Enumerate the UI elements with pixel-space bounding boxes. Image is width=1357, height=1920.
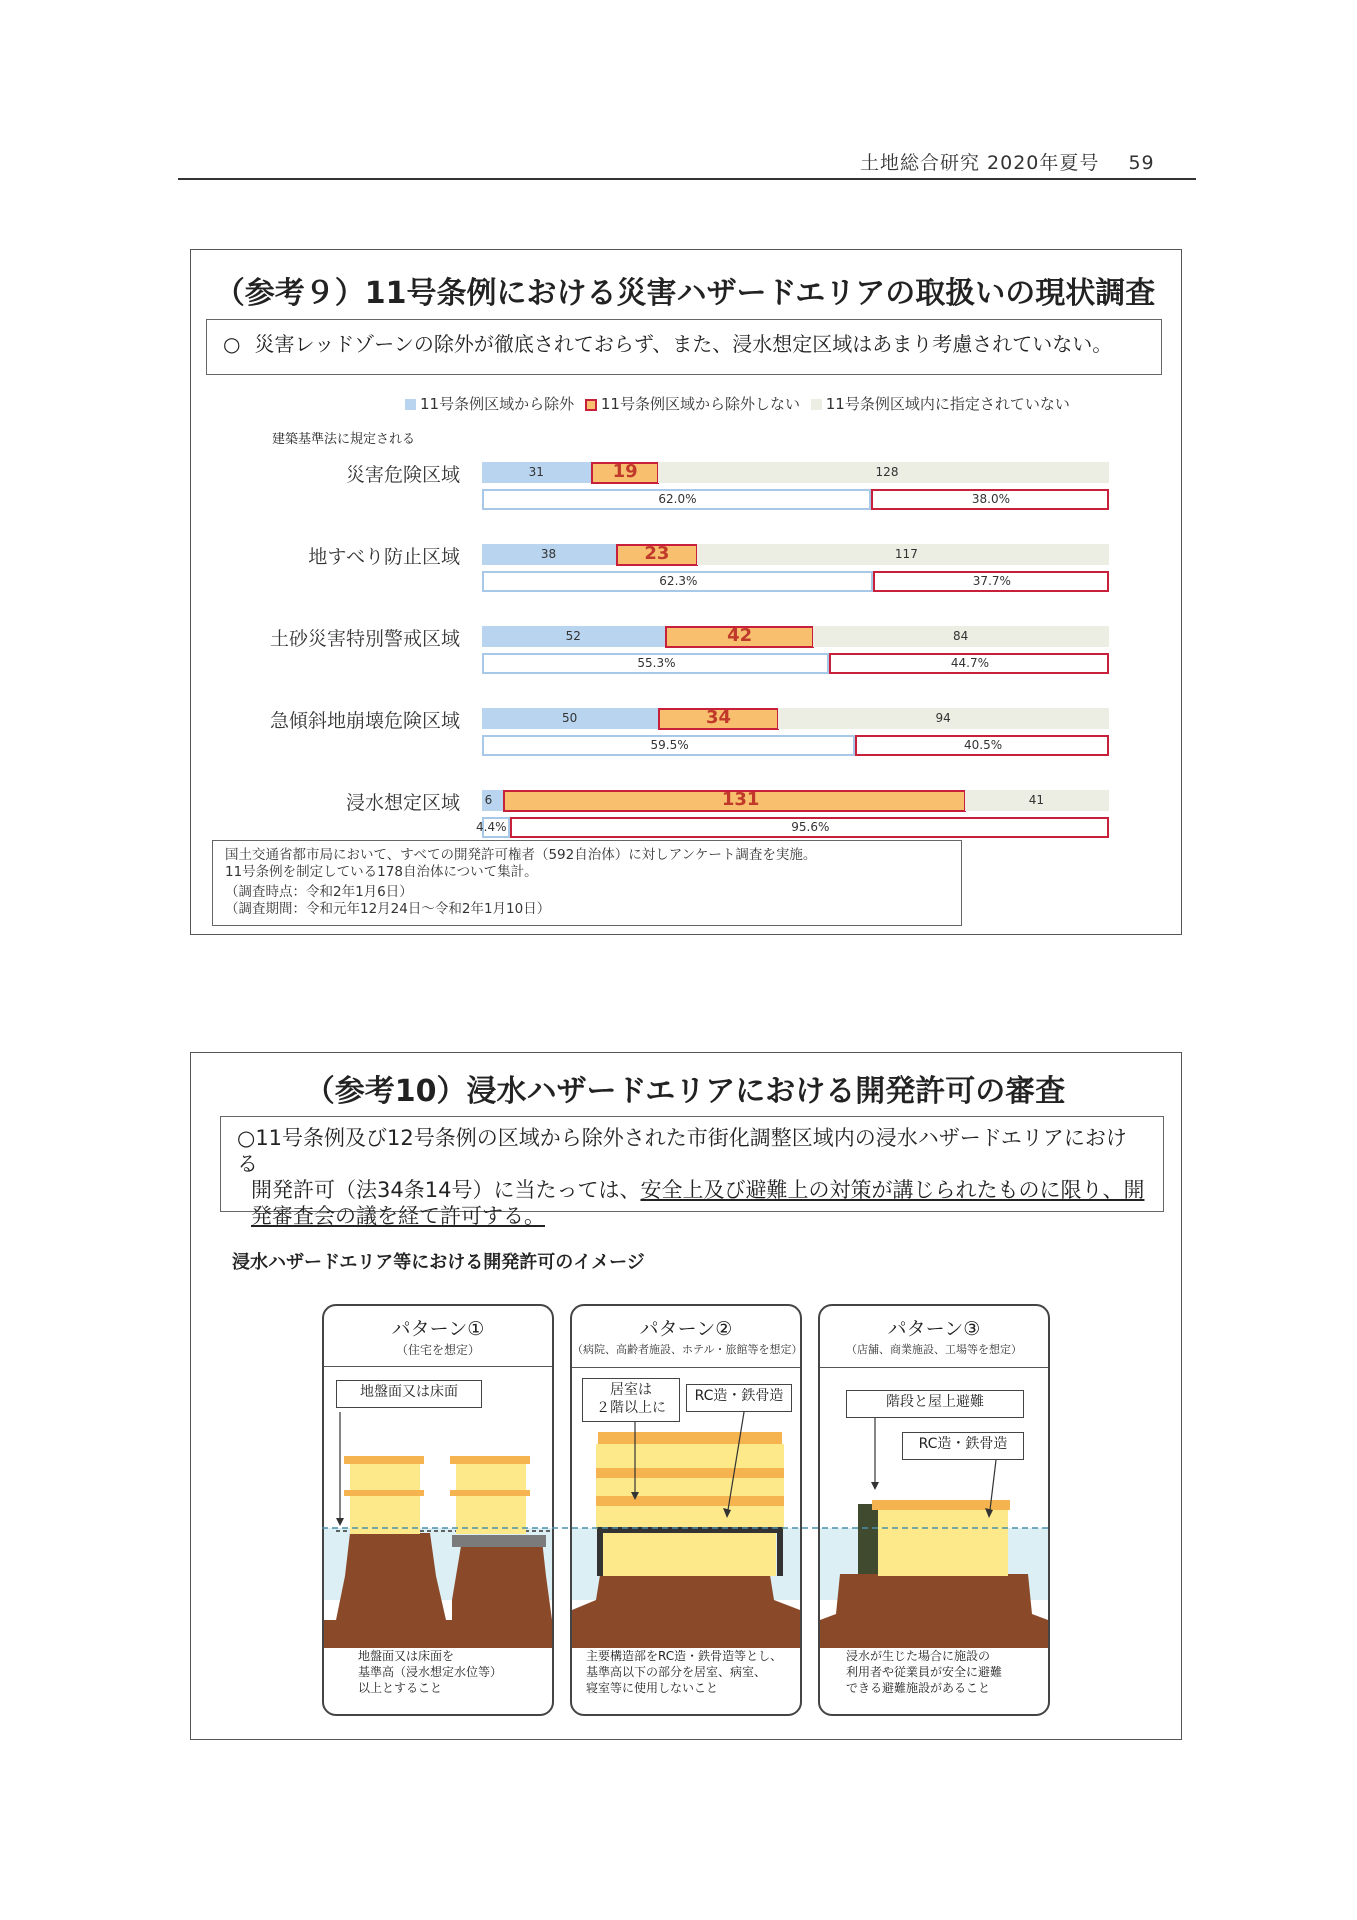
bar-not-designated-value: 41 (1028, 793, 1045, 807)
caption-line: 以上とすること (358, 1681, 443, 1695)
building2-floor2 (596, 1496, 784, 1506)
ref10-summary-line2b: 安全上及び避難上の対策が講じられたものに限り、開 (640, 1178, 1145, 1202)
stair-tower-3 (858, 1504, 880, 1574)
bar-excluded-value: 50 (562, 711, 578, 725)
category-label: 災害危険区域 (345, 464, 460, 486)
callout-stairs-roof: 階段と屋上避難 (846, 1390, 1024, 1418)
roof-3 (872, 1500, 1010, 1510)
pattern-3-title: パターン③ (887, 1318, 981, 1340)
pre-label: 建築基準法に規定される (272, 432, 416, 447)
pattern-3-caption (846, 1648, 1042, 1696)
note-line: 11号条例を制定している178自治体について集計。 (225, 864, 538, 880)
callout-living-room: 居室は ２階以上に (582, 1378, 680, 1422)
ref9-title: （参考９）11号条例における災害ハザードエリアの取扱いの現状調査 (214, 276, 1156, 311)
pattern-2-sub: （病院、高齢者施設、ホテル・旅館等を想定） (572, 1343, 803, 1356)
pattern-2-illustration (572, 1406, 800, 1648)
image-title: 浸水ハザードエリア等における開発許可のイメージ (232, 1252, 645, 1273)
house1-roof1 (344, 1456, 424, 1464)
bar-not-excluded-value: 34 (706, 707, 732, 728)
bar-not-excluded-value: 23 (644, 543, 670, 564)
bar-not-excluded-value: 42 (727, 625, 753, 646)
pattern-1-caption (358, 1648, 538, 1696)
bar-not-designated-value: 84 (953, 629, 969, 643)
building2-floor1 (596, 1468, 784, 1478)
bar-excluded-value: 31 (528, 465, 544, 479)
pattern-2-caption (586, 1648, 796, 1696)
page-number: 59 (1128, 152, 1155, 174)
callout-ground-floor: 地盤面又は床面 (336, 1380, 482, 1408)
bar-not-designated-value: 128 (875, 465, 899, 479)
house1-floor (344, 1490, 424, 1496)
category-label: 浸水想定区域 (345, 792, 460, 814)
ref9-summary-text: 災害レッドゾーンの除外が徹底されておらず、また、浸水想定区域はあまり考慮されていない。 (254, 332, 1113, 356)
house1-body (350, 1464, 420, 1534)
callout-rc-3: RC造・鉄骨造 (902, 1432, 1024, 1460)
arrowhead-1 (336, 1518, 344, 1526)
house2-roof (450, 1456, 530, 1464)
callout-rc-2: RC造・鉄骨造 (686, 1384, 792, 1412)
category-label: 地すべり防止区域 (308, 546, 460, 568)
share-excluded-label: 4.4% (476, 820, 507, 834)
pattern-1-title: パターン① (391, 1318, 485, 1340)
share-excluded-label: 59.5% (650, 738, 689, 752)
caption-line: 基準高以下の部分を居室、病室、 (586, 1665, 767, 1679)
pattern-3-illustration (820, 1390, 1048, 1648)
caption-line: 浸水が生じた場合に施設の (846, 1649, 991, 1663)
ref10-summary-line1: ○11号条例及び12号条例の区域から除外された市街化調整区域内の浸水ハザードエリアにおける (237, 1126, 1127, 1176)
pattern-2-title: パターン② (639, 1318, 733, 1340)
pattern-3-sub: （店舗、商業施設、工場等を想定） (846, 1343, 1022, 1356)
caption-line: 基準高（浸水想定水位等） (358, 1665, 503, 1679)
building3-body (878, 1510, 1008, 1576)
note-line: 国土交通省都市局において、すべての開発許可権者（592自治体）に対しアンケート調査を実施。 (225, 847, 817, 863)
share-not-excluded-label: 38.0% (971, 492, 1010, 506)
building2-ground (600, 1532, 776, 1576)
caption-line: できる避難施設があること (846, 1681, 991, 1695)
bar-not-excluded-value: 131 (721, 789, 760, 810)
bar-excluded-value: 6 (484, 793, 493, 807)
bar-not-excluded-value: 19 (612, 461, 638, 482)
building2-upper (596, 1444, 784, 1530)
share-excluded-label: 62.0% (658, 492, 697, 506)
ref10-summary-line2a: 開発許可（法34条14号）に当たっては、 (251, 1178, 641, 1202)
share-not-excluded-label: 95.6% (791, 820, 830, 834)
caption-line: 利用者や従業員が安全に避難 (846, 1665, 1003, 1679)
share-excluded-label: 55.3% (637, 656, 676, 670)
caption-line: 寝室等に使用しないこと (586, 1681, 719, 1695)
bar-excluded-value: 38 (540, 547, 557, 561)
caption-line: 主要構造部をRC造・鉄骨造等とし、 (586, 1649, 783, 1663)
house2-body (456, 1464, 526, 1534)
bar-excluded-value: 52 (565, 629, 581, 643)
pattern-1-sub: （住宅を想定） (395, 1343, 480, 1357)
share-not-excluded-label: 44.7% (950, 656, 989, 670)
share-excluded-label: 62.3% (659, 574, 698, 588)
bar-not-designated-value: 117 (894, 547, 918, 561)
raised-slab-1 (452, 1535, 546, 1547)
category-label: 急傾斜地崩壊危険区域 (269, 710, 460, 732)
caption-line: 地盤面又は床面を (358, 1649, 455, 1663)
share-not-excluded-label: 37.7% (972, 574, 1011, 588)
ground-3 (820, 1574, 1048, 1648)
arrowhead-3a (871, 1482, 879, 1490)
note-line: （調査期間：令和元年12月24日～令和2年1月10日） (225, 901, 551, 917)
legend-not-designated: 11号条例区域内に指定されていない (825, 395, 1070, 413)
summary-bullet: ○ (223, 332, 241, 356)
ground-2 (572, 1575, 800, 1648)
category-label: 土砂災害特別警戒区域 (269, 628, 460, 650)
bar-not-designated-value: 94 (935, 711, 951, 725)
ref10-summary-line3: 発審査会の議を経て許可する。 (251, 1204, 545, 1228)
legend-not-excluded: 11号条例区域から除外しない (600, 395, 800, 413)
house2-floor (450, 1490, 530, 1496)
legend-excluded: 11号条例区域から除外 (420, 395, 575, 413)
ref10-title: （参考10）浸水ハザードエリアにおける開発許可の審査 (304, 1074, 1066, 1109)
building2-roof (598, 1432, 782, 1444)
note-line: （調査時点：令和2年1月6日） (225, 884, 413, 900)
share-not-excluded-label: 40.5% (964, 738, 1003, 752)
journal-name: 土地総合研究 2020年夏号 (860, 152, 1100, 174)
